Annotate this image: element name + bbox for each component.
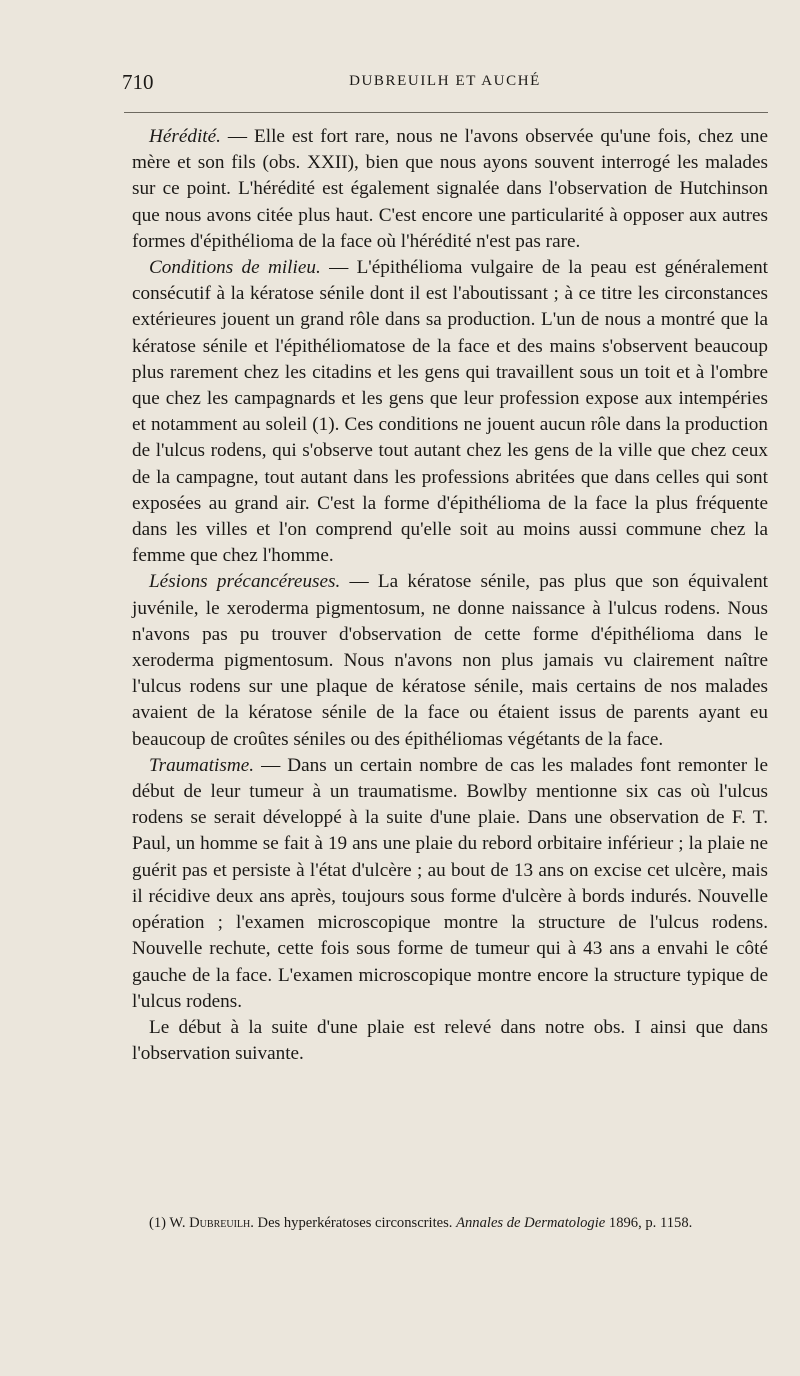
paragraph-text: — La kératose sénile, pas plus que son équivalent juvénile, le xeroderma pigmentosum, ne donne naissance à l'ulcus rodens. Nous n'avons pas pu trouver d'observation de cette forme d'épithélioma dans le xeroderma pigmentosum. Nous n'avons non plus jamais vu clairement naître l'ulcus rodens sur une plaque de kératose sénile, mais certains de nos malades avaient de la kératose sénile de la face ou étaient issus de parents ayant eu beaucoup de croûtes séniles ou des épithéliomas végétants de la face. <box>132 571 768 750</box>
body-text <box>132 124 768 1067</box>
paragraph-text: — L'épithélioma vulgaire de la peau est généralement consécutif à la kératose sénile dont il est l'aboutissant ; à ce titre les circonstances extérieures jouent un grand rôle dans sa production. L'un de nous a montré que la kératose sénile et l'épithéliomatose de la face et des mains s'observent beaucoup plus rarement chez les citadins et les gens qui travaillent sous un toit et à l'ombre que chez les campagnards et les gens que leur profession expose aux intempéries et notamment au soleil (1). Ces conditions ne jouent aucun rôle dans la production de l'ulcus rodens, qui s'observe tout autant chez les gens de la ville que chez ceux de la campagne, tout autant dans les professions abritées que dans celles qui sont exposées au grand air. C'est la forme d'épithélioma de la face la plus fréquente dans les villes et l'on comprend qu'elle soit au moins aussi commune chez la femme que chez l'homme. <box>132 257 769 567</box>
section-lead: Traumatisme. <box>149 754 255 776</box>
paragraph-text: Le début à la suite d'une plaie est relevé dans notre obs. I ainsi que dans l'observation suivante. <box>132 1016 768 1065</box>
section-lead: Lésions précancéreuses. <box>149 571 341 593</box>
footnote-journal: Annales de Dermatologie <box>456 1215 606 1231</box>
section-lead: Conditions de milieu. <box>149 257 321 279</box>
paragraph-lesions-precancereuses <box>132 569 768 752</box>
paragraph-heredite <box>132 124 768 255</box>
paragraph-debut-plaie <box>132 1015 768 1067</box>
footnote-author: Dubreuilh <box>189 1215 251 1231</box>
paragraph-text: — Elle est fort rare, nous ne l'avons observée qu'une fois, chez une mère et son fils (obs. XXII), bien que nous ayons souvent interrogé les malades sur ce point. L'hérédité est également signalée dans l'observation de Hutchinson que nous avons citée plus haut. C'est encore une particularité à opposer aux autres formes d'épithélioma de la face où l'hérédité n'est pas rare. <box>132 126 768 252</box>
footnote-citation: 1896, p. 1158. <box>605 1215 693 1231</box>
footnotes <box>132 1212 768 1234</box>
section-lead: Hérédité. <box>149 126 221 147</box>
paragraph-conditions-milieu <box>132 255 768 569</box>
running-title: DUBREUILH ET AUCHÉ <box>349 73 541 89</box>
paragraph-traumatisme <box>132 753 768 1015</box>
page-number: 710 <box>122 70 154 94</box>
footnote-marker: (1) W. <box>149 1215 190 1231</box>
footnote-1 <box>132 1212 768 1234</box>
page-header <box>122 70 768 104</box>
header-rule <box>124 112 768 113</box>
footnote-title: . Des hyperkératoses circonscrites. <box>250 1215 457 1231</box>
paragraph-text: — Dans un certain nombre de cas les malades font remonter le début de leur tumeur à un traumatisme. Bowlby mentionne six cas où l'ulcus rodens se serait développé à la suite d'une plaie. Dans une observation de F. T. Paul, un homme se fait à 19 ans une plaie du rebord orbitaire inférieur ; la plaie ne guérit pas et persiste à l'état d'ulcère ; au bout de 13 ans on excise cet ulcère, mais il récidive deux ans après, toujours sous forme d'ulcère à bords indurés. Nouvelle opération ; l'examen microscopique montre la structure de l'ulcus rodens. Nouvelle rechute, cette fois sous forme de tumeur qui à 43 ans a envahi le côté gauche de la face. L'examen microscopique montre encore la structure typique de l'ulcus rodens. <box>132 754 768 1012</box>
